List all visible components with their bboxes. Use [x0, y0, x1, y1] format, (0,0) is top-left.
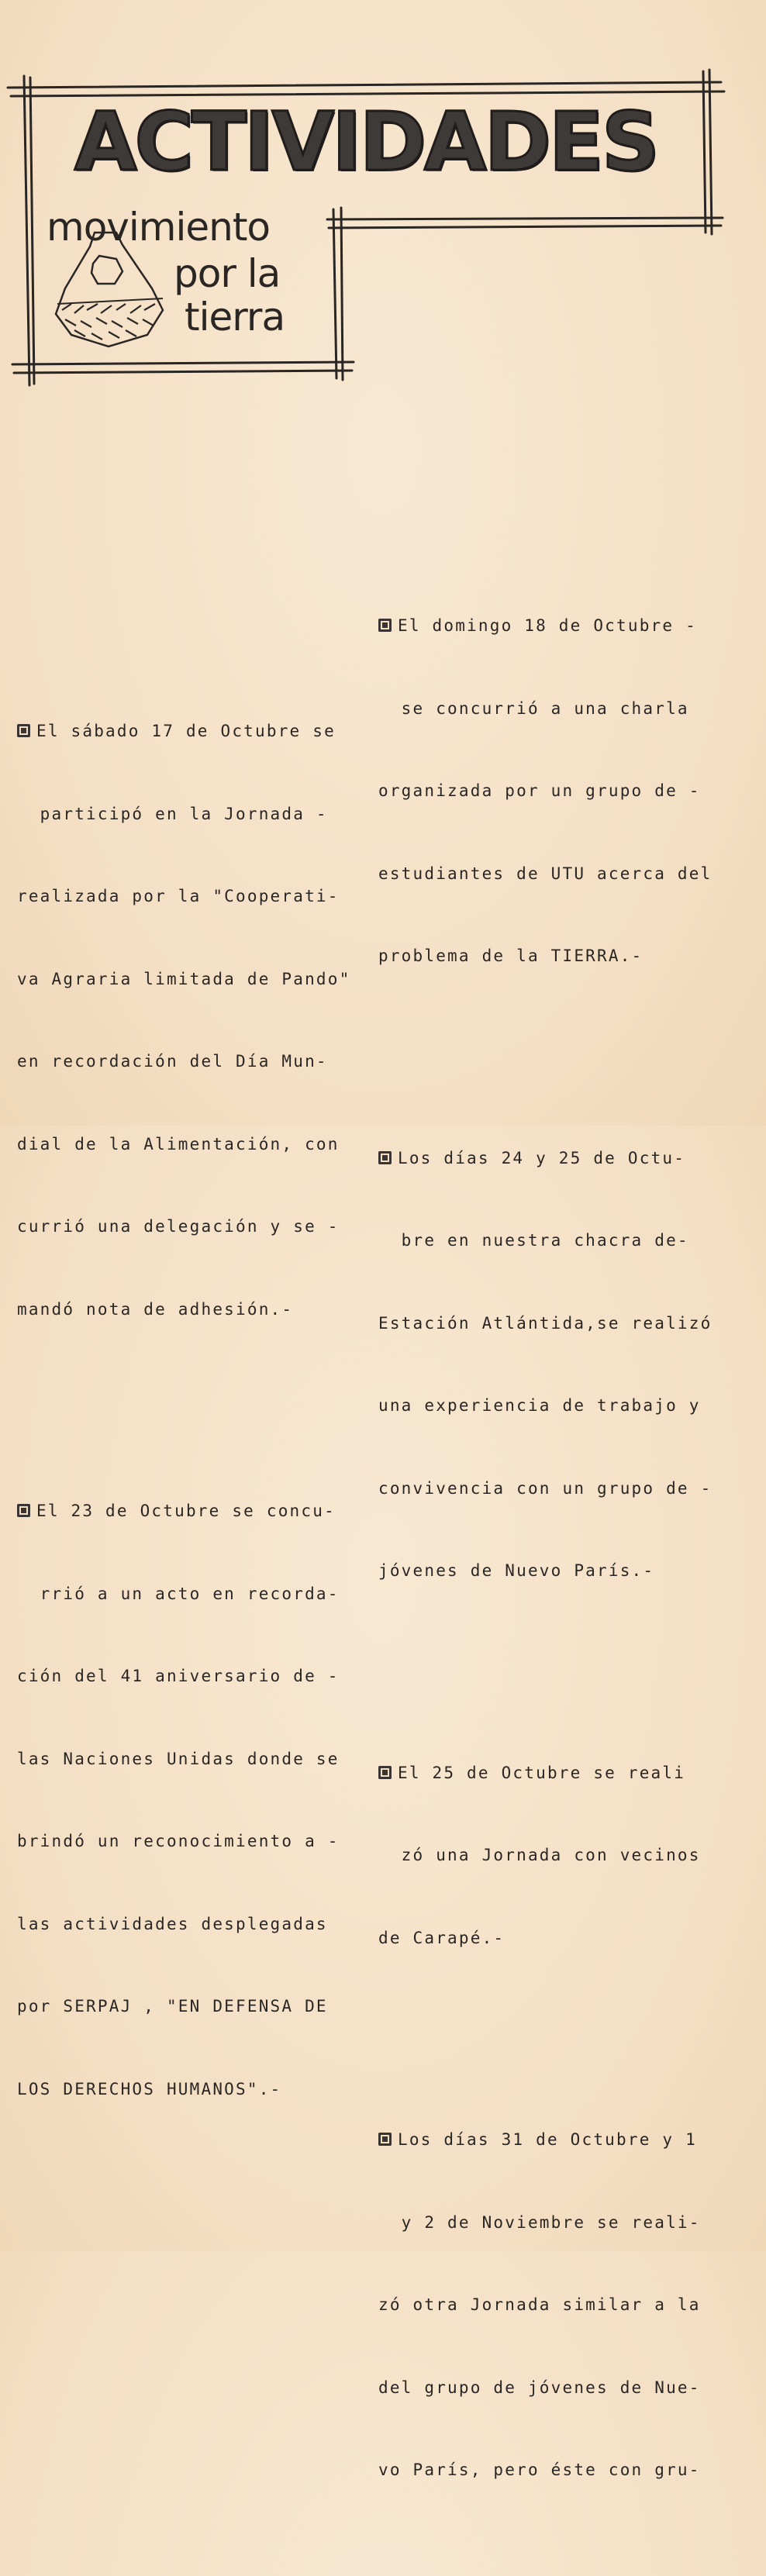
- activity-item: Los días 24 y 25 de Octu- bre en nuestra chacra de- Estación Atlántida,se realizó una experiencia de trabajo y convivencia con un grupo de - jóvenes de Nuevo París.-: [378, 1148, 713, 1580]
- square-bullet-icon: [378, 1151, 392, 1164]
- right-column: [378, 502, 719, 2576]
- left-column: [17, 608, 358, 2195]
- activity-item: El 23 de Octubre se concu- rrió a un acto en recorda- ción del 41 aniversario de - las Naciones Unidas donde se brindó un reconocimiento a - las actividades desplegadas por SERPAJ , "EN DEFENSA DE LOS DERECHOS HUMANOS".-: [17, 1502, 340, 2098]
- subtitle-line-1: movimiento: [47, 205, 271, 250]
- page-title: ACTIVIDADES: [74, 95, 657, 189]
- square-bullet-icon: [378, 2133, 392, 2146]
- activity-item: Los días 31 de Octubre y 1 y 2 de Noviembre se reali- zó otra Jornada similar a la del grupo de jóvenes de Nue- vo París, pero éste con gru-: [378, 2130, 701, 2479]
- header-frame: [0, 0, 766, 403]
- activity-item: El 25 de Octubre se reali zó una Jornada con vecinos de Carapé.-: [378, 1763, 701, 1947]
- activity-item: El sábado 17 de Octubre se participó en la Jornada - realizada por la "Cooperati- va Agraria limitada de Pando" en recordación del Día Mun- dial de la Alimentación, con currió una delegación y se - mandó nota de adhesión.-: [17, 722, 351, 1319]
- activity-item: El domingo 18 de Octubre - se concurrió a una charla organizada por un grupo de - estudiantes de UTU acerca del problema de la TIERRA.-: [378, 616, 713, 965]
- square-bullet-icon: [378, 619, 392, 632]
- square-bullet-icon: [17, 724, 30, 737]
- subtitle-line-2: por la: [174, 251, 281, 296]
- square-bullet-icon: [17, 1504, 30, 1517]
- subtitle-line-3: tierra: [185, 295, 285, 340]
- square-bullet-icon: [378, 1766, 392, 1779]
